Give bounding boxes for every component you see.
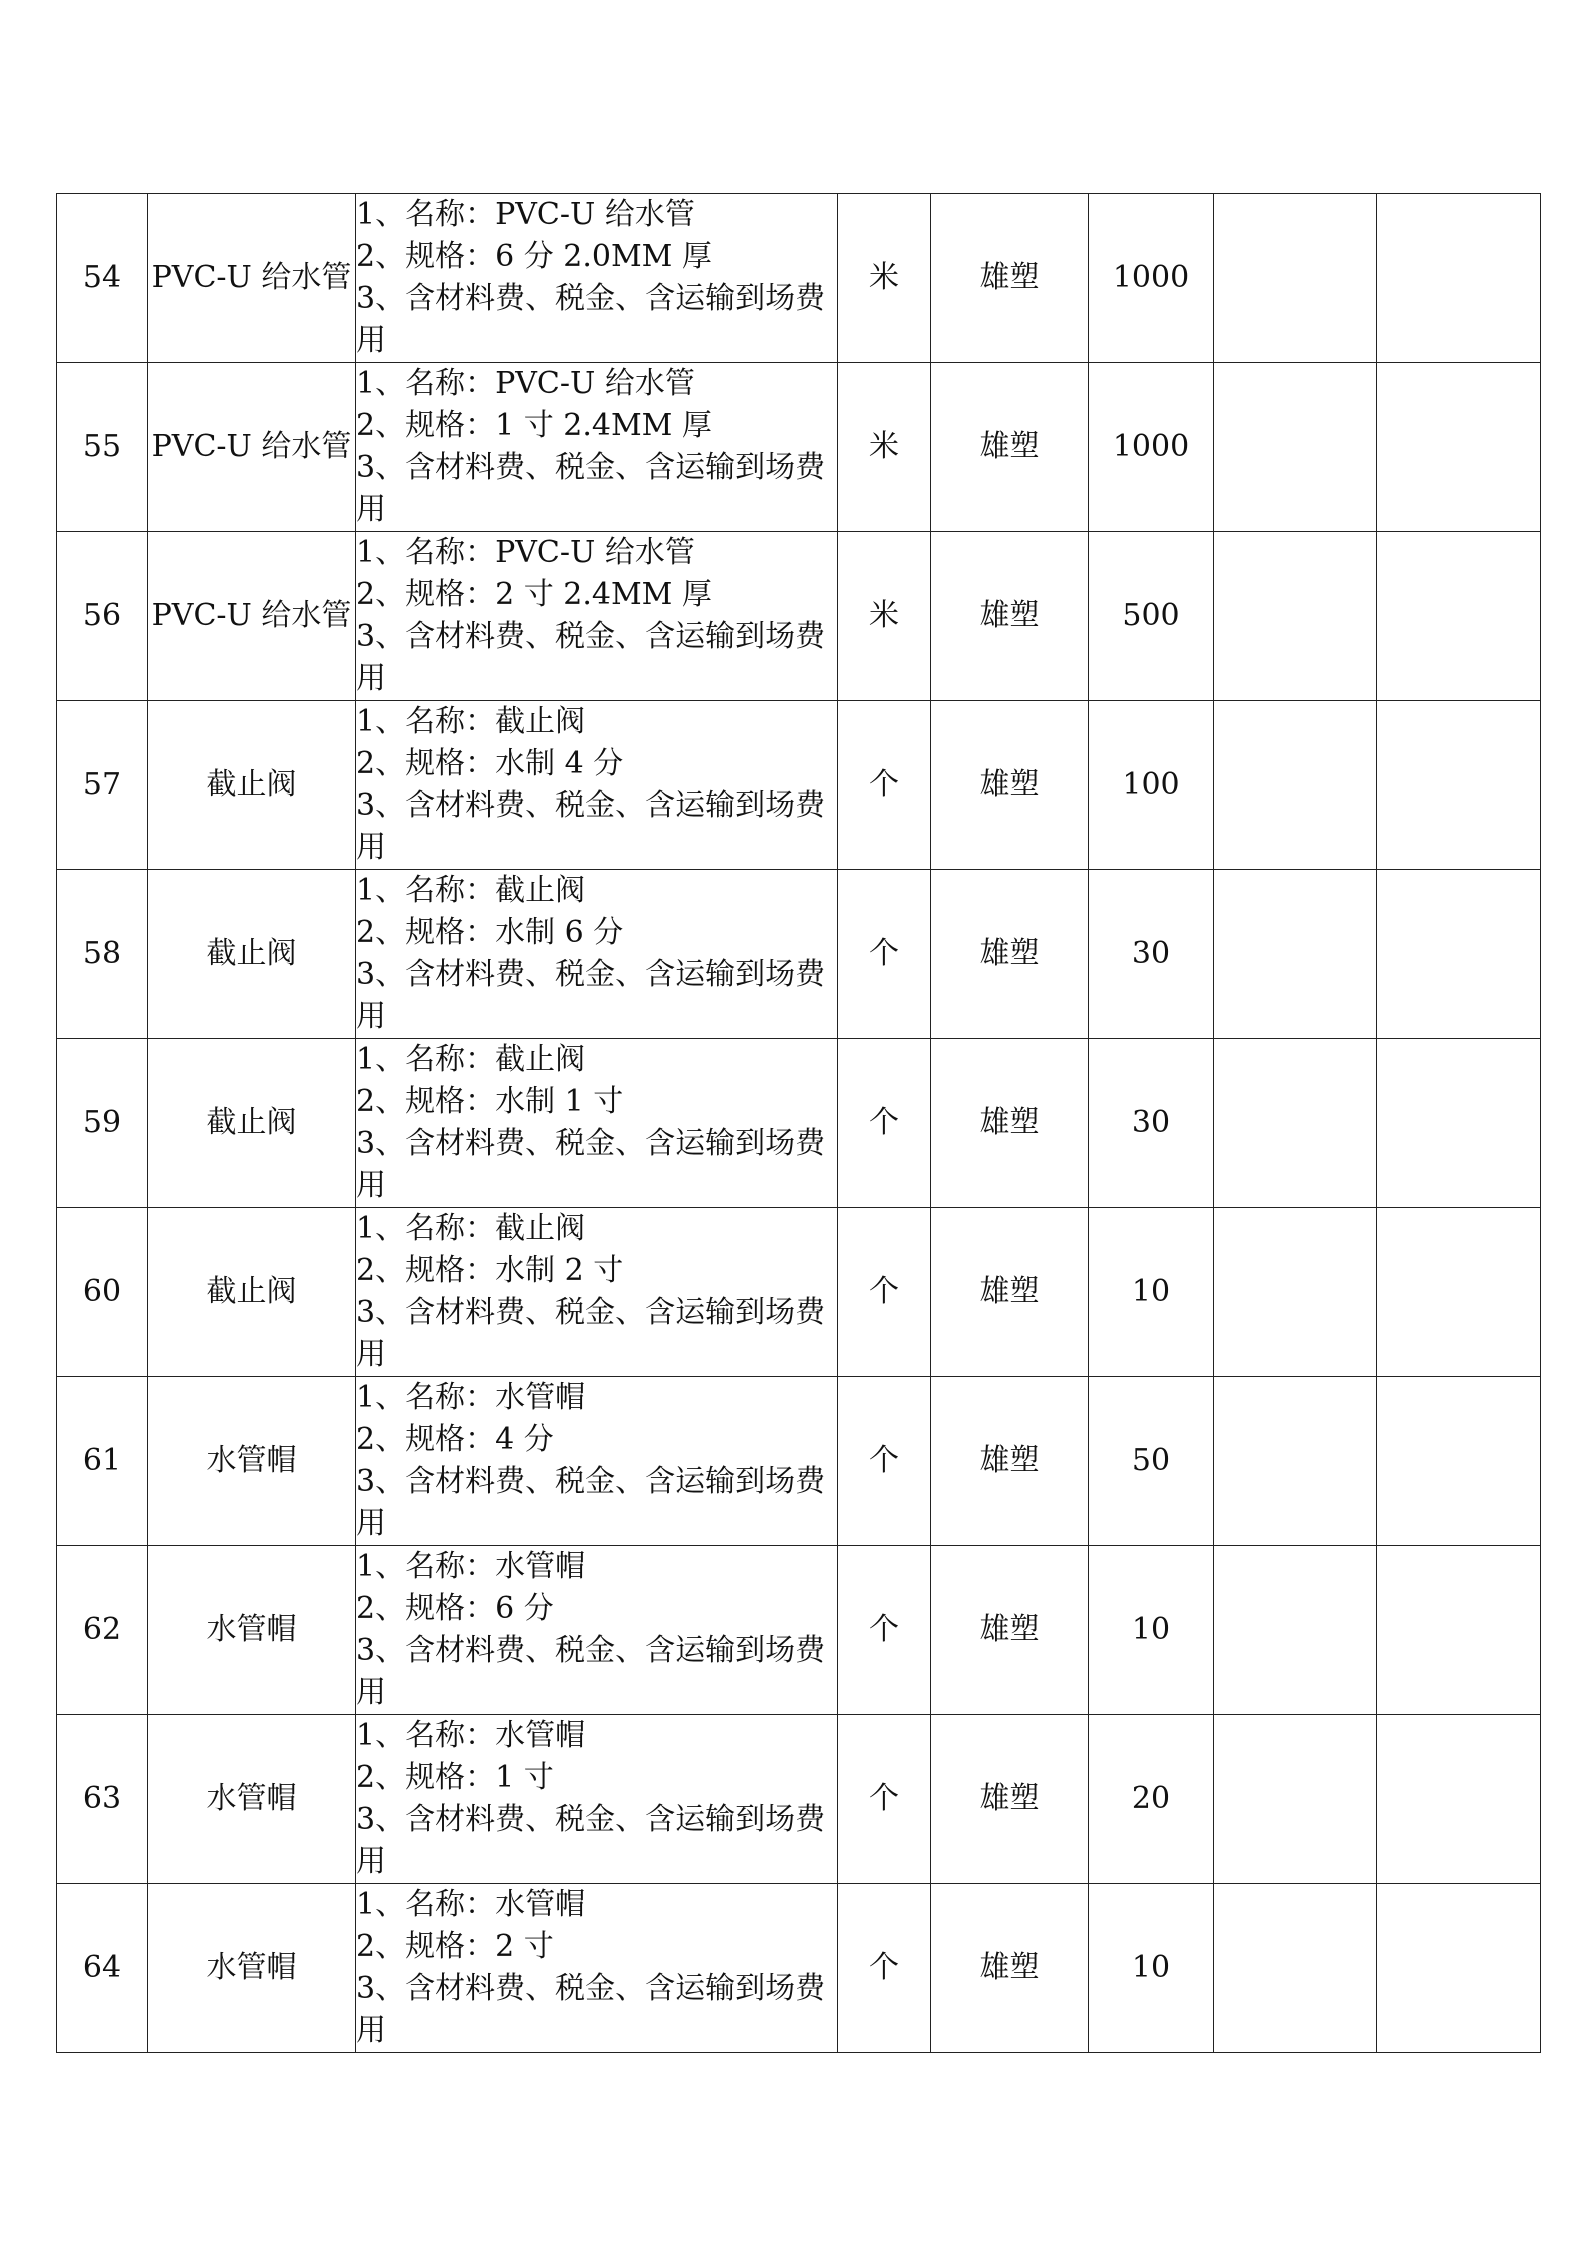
table-row	[57, 701, 1541, 870]
description-line: 1、名称：PVC-U 给水管	[356, 366, 695, 401]
total-price-cell	[1377, 1377, 1541, 1546]
item-name-cell: 截止阀	[148, 701, 356, 870]
unit-price-cell	[1214, 1715, 1377, 1884]
unit-price-cell	[1214, 1039, 1377, 1208]
item-number-cell: 62	[57, 1546, 148, 1715]
total-price-cell	[1377, 363, 1541, 532]
total-price-cell	[1377, 1884, 1541, 2053]
description-line: 2、规格：4 分	[356, 1422, 554, 1457]
description-line: 2、规格：水制 2 寸	[356, 1253, 624, 1288]
brand-cell: 雄塑	[931, 1377, 1089, 1546]
description-line: 3、含材料费、税金、含运输到场费用	[356, 1295, 826, 1372]
quantity-cell: 10	[1089, 1208, 1214, 1377]
unit-cell: 个	[838, 1208, 931, 1377]
item-number-cell: 64	[57, 1884, 148, 2053]
item-name-cell: 水管帽	[148, 1546, 356, 1715]
quotation-table	[56, 193, 1541, 2053]
description-line: 3、含材料费、税金、含运输到场费用	[356, 1971, 826, 2048]
description-line: 1、名称：PVC-U 给水管	[356, 535, 695, 570]
item-name-cell: 截止阀	[148, 1039, 356, 1208]
brand-cell: 雄塑	[931, 363, 1089, 532]
unit-cell: 个	[838, 870, 931, 1039]
description-line: 3、含材料费、税金、含运输到场费用	[356, 1464, 826, 1541]
quantity-cell: 500	[1089, 532, 1214, 701]
quantity-cell: 20	[1089, 1715, 1214, 1884]
table-row	[57, 1039, 1541, 1208]
item-number-cell: 57	[57, 701, 148, 870]
unit-price-cell	[1214, 363, 1377, 532]
description-line: 1、名称：水管帽	[356, 1549, 586, 1584]
unit-price-cell	[1214, 1377, 1377, 1546]
description-line: 3、含材料费、税金、含运输到场费用	[356, 1633, 826, 1710]
unit-price-cell	[1214, 1884, 1377, 2053]
description-line: 2、规格：1 寸 2.4MM 厚	[356, 408, 712, 443]
table-row	[57, 1377, 1541, 1546]
description-line: 3、含材料费、税金、含运输到场费用	[356, 1802, 826, 1879]
total-price-cell	[1377, 870, 1541, 1039]
item-name-cell: PVC-U 给水管	[148, 194, 356, 363]
description-line: 3、含材料费、税金、含运输到场费用	[356, 281, 826, 358]
brand-cell: 雄塑	[931, 701, 1089, 870]
brand-cell: 雄塑	[931, 1546, 1089, 1715]
quantity-cell: 1000	[1089, 363, 1214, 532]
item-name-cell: 截止阀	[148, 1208, 356, 1377]
item-number-cell: 61	[57, 1377, 148, 1546]
unit-cell: 个	[838, 701, 931, 870]
item-number-cell: 63	[57, 1715, 148, 1884]
brand-cell: 雄塑	[931, 1884, 1089, 2053]
description-line: 2、规格：2 寸 2.4MM 厚	[356, 577, 712, 612]
item-number-cell: 58	[57, 870, 148, 1039]
unit-cell: 个	[838, 1884, 931, 2053]
quantity-cell: 100	[1089, 701, 1214, 870]
table-row	[57, 194, 1541, 363]
description-line: 1、名称：截止阀	[356, 873, 586, 908]
item-number-cell: 54	[57, 194, 148, 363]
total-price-cell	[1377, 194, 1541, 363]
item-name-cell: PVC-U 给水管	[148, 363, 356, 532]
description-line: 2、规格：水制 1 寸	[356, 1084, 624, 1119]
description-line: 1、名称：截止阀	[356, 1042, 586, 1077]
total-price-cell	[1377, 532, 1541, 701]
quantity-cell: 1000	[1089, 194, 1214, 363]
item-number-cell: 56	[57, 532, 148, 701]
total-price-cell	[1377, 1546, 1541, 1715]
table-row	[57, 1715, 1541, 1884]
item-name-cell: 水管帽	[148, 1715, 356, 1884]
description-line: 1、名称：截止阀	[356, 704, 586, 739]
item-description-cell	[356, 194, 838, 363]
description-line: 1、名称：截止阀	[356, 1211, 586, 1246]
unit-price-cell	[1214, 870, 1377, 1039]
unit-cell: 米	[838, 363, 931, 532]
quantity-cell: 10	[1089, 1884, 1214, 2053]
brand-cell: 雄塑	[931, 194, 1089, 363]
brand-cell: 雄塑	[931, 1039, 1089, 1208]
item-number-cell: 59	[57, 1039, 148, 1208]
table-row	[57, 1208, 1541, 1377]
total-price-cell	[1377, 1715, 1541, 1884]
description-line: 2、规格：水制 6 分	[356, 915, 624, 950]
description-line: 3、含材料费、税金、含运输到场费用	[356, 450, 826, 527]
quantity-cell: 30	[1089, 1039, 1214, 1208]
quantity-cell: 10	[1089, 1546, 1214, 1715]
description-line: 3、含材料费、税金、含运输到场费用	[356, 1126, 826, 1203]
item-number-cell: 60	[57, 1208, 148, 1377]
item-description-cell	[356, 1546, 838, 1715]
description-line: 1、名称：水管帽	[356, 1380, 586, 1415]
unit-cell: 米	[838, 194, 931, 363]
description-line: 1、名称：水管帽	[356, 1718, 586, 1753]
item-name-cell: 截止阀	[148, 870, 356, 1039]
table-body	[57, 194, 1541, 2053]
total-price-cell	[1377, 1208, 1541, 1377]
description-line: 3、含材料费、税金、含运输到场费用	[356, 788, 826, 865]
unit-cell: 米	[838, 532, 931, 701]
unit-price-cell	[1214, 194, 1377, 363]
table-row	[57, 870, 1541, 1039]
brand-cell: 雄塑	[931, 1208, 1089, 1377]
quantity-cell: 50	[1089, 1377, 1214, 1546]
unit-price-cell	[1214, 1546, 1377, 1715]
item-number-cell: 55	[57, 363, 148, 532]
item-name-cell: 水管帽	[148, 1377, 356, 1546]
description-line: 3、含材料费、税金、含运输到场费用	[356, 957, 826, 1034]
unit-cell: 个	[838, 1039, 931, 1208]
description-line: 2、规格：6 分	[356, 1591, 554, 1626]
brand-cell: 雄塑	[931, 532, 1089, 701]
unit-price-cell	[1214, 1208, 1377, 1377]
item-description-cell	[356, 1715, 838, 1884]
brand-cell: 雄塑	[931, 870, 1089, 1039]
quantity-cell: 30	[1089, 870, 1214, 1039]
item-description-cell	[356, 1884, 838, 2053]
table-row	[57, 532, 1541, 701]
description-line: 3、含材料费、税金、含运输到场费用	[356, 619, 826, 696]
item-name-cell: 水管帽	[148, 1884, 356, 2053]
item-name-cell: PVC-U 给水管	[148, 532, 356, 701]
table-row	[57, 363, 1541, 532]
table-row	[57, 1884, 1541, 2053]
item-description-cell	[356, 1377, 838, 1546]
total-price-cell	[1377, 701, 1541, 870]
unit-cell: 个	[838, 1715, 931, 1884]
unit-price-cell	[1214, 701, 1377, 870]
description-line: 2、规格：水制 4 分	[356, 746, 624, 781]
description-line: 2、规格：2 寸	[356, 1929, 554, 1964]
brand-cell: 雄塑	[931, 1715, 1089, 1884]
table-row	[57, 1546, 1541, 1715]
item-description-cell	[356, 1208, 838, 1377]
item-description-cell	[356, 532, 838, 701]
unit-price-cell	[1214, 532, 1377, 701]
item-description-cell	[356, 870, 838, 1039]
description-line: 2、规格：1 寸	[356, 1760, 554, 1795]
description-line: 2、规格：6 分 2.0MM 厚	[356, 239, 712, 274]
item-description-cell	[356, 701, 838, 870]
item-description-cell	[356, 1039, 838, 1208]
total-price-cell	[1377, 1039, 1541, 1208]
item-description-cell	[356, 363, 838, 532]
description-line: 1、名称：PVC-U 给水管	[356, 197, 695, 232]
description-line: 1、名称：水管帽	[356, 1887, 586, 1922]
unit-cell: 个	[838, 1377, 931, 1546]
unit-cell: 个	[838, 1546, 931, 1715]
